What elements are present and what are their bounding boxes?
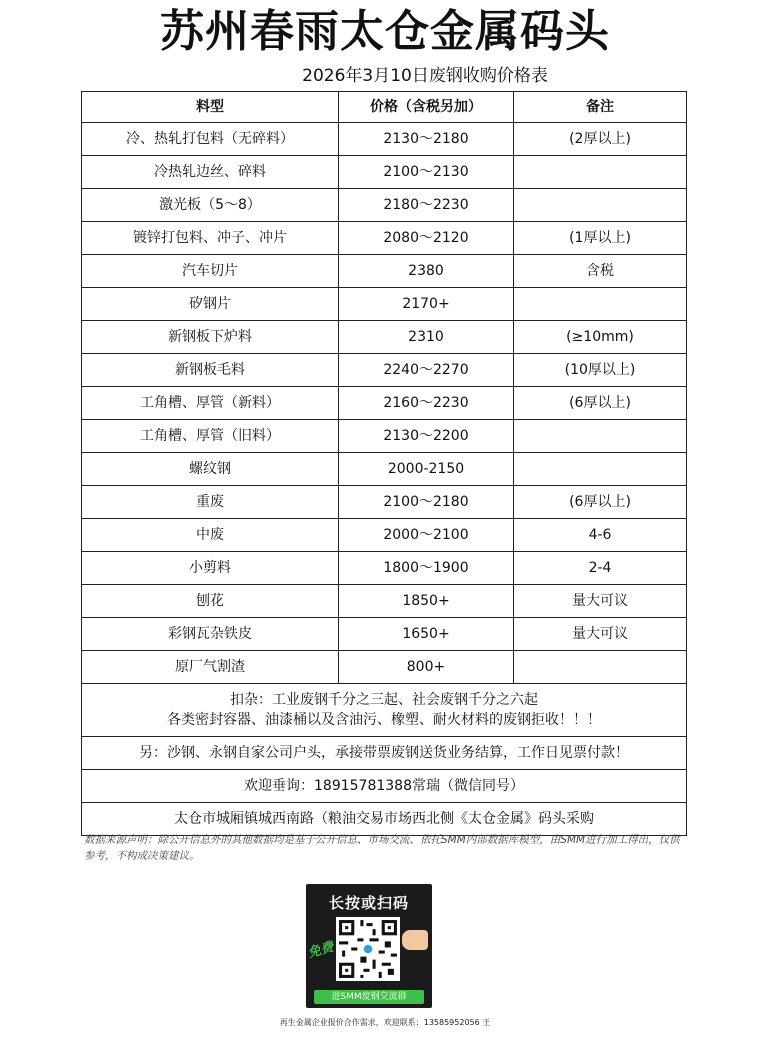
cell-price: 1850+ <box>339 585 514 618</box>
table-row <box>82 618 687 651</box>
table-row <box>82 552 687 585</box>
address-row <box>82 803 687 836</box>
qr-code-card[interactable] <box>306 884 432 1008</box>
cell-note: 量大可议 <box>514 618 687 651</box>
cell-note <box>514 420 687 453</box>
pointing-hand-icon <box>402 930 428 950</box>
contact-info: 欢迎垂询：18915781388常瑞（微信同号） <box>82 770 687 803</box>
cell-type: 小剪料 <box>82 552 339 585</box>
table-row <box>82 156 687 189</box>
cell-note: (6厚以上) <box>514 387 687 420</box>
qr-bottom-text: 进SMM废钢交流群 <box>314 990 424 1004</box>
cell-note <box>514 288 687 321</box>
cell-note <box>514 453 687 486</box>
cell-type: 冷、热轧打包料（无碎料） <box>82 123 339 156</box>
table-row <box>82 255 687 288</box>
cell-note: (6厚以上) <box>514 486 687 519</box>
cell-price: 800+ <box>339 651 514 684</box>
table-row <box>82 420 687 453</box>
qr-side-text: 免费 <box>306 939 336 962</box>
cell-type: 螺纹钢 <box>82 453 339 486</box>
cell-note: 4-6 <box>514 519 687 552</box>
cell-price: 2160～2230 <box>339 387 514 420</box>
cell-type: 刨花 <box>82 585 339 618</box>
table-header-row <box>82 92 687 123</box>
header-price: 价格（含税另加） <box>339 92 514 123</box>
table-row <box>82 189 687 222</box>
qr-top-text: 长按或扫码 <box>328 894 409 912</box>
deduction-line1: 扣杂：工业废钢千分之三起、社会废钢千分之六起 <box>230 692 538 708</box>
cell-type: 重废 <box>82 486 339 519</box>
cell-note: (1厚以上) <box>514 222 687 255</box>
cell-note: 2-4 <box>514 552 687 585</box>
deduction-line2: 各类密封容器、油漆桶以及含油污、橡塑、耐火材料的废钢拒收！！！ <box>167 712 601 728</box>
page-subtitle: 2026年3月10日废钢收购价格表 <box>302 66 548 86</box>
cell-price: 2100～2180 <box>339 486 514 519</box>
cell-note: 含税 <box>514 255 687 288</box>
cell-price: 2130～2180 <box>339 123 514 156</box>
cell-price: 2180～2230 <box>339 189 514 222</box>
cell-note <box>514 189 687 222</box>
header-type: 料型 <box>82 92 339 123</box>
other-row <box>82 737 687 770</box>
cell-price: 2170+ <box>339 288 514 321</box>
cell-type: 中废 <box>82 519 339 552</box>
table-row <box>82 321 687 354</box>
cell-price: 2130～2200 <box>339 420 514 453</box>
cell-type: 矽钢片 <box>82 288 339 321</box>
cell-price: 2100～2130 <box>339 156 514 189</box>
table-row <box>82 651 687 684</box>
cell-type: 新钢板下炉料 <box>82 321 339 354</box>
cell-price: 2000～2100 <box>339 519 514 552</box>
footer-contact: 再生金属企业报价合作需求，欢迎联系：13585952056 王 <box>279 1018 491 1027</box>
cell-type: 激光板（5～8） <box>82 189 339 222</box>
address-info: 太仓市城厢镇城西南路（粮油交易市场西北侧《太仓金属》码头采购 <box>82 803 687 836</box>
cell-type: 彩钢瓦杂铁皮 <box>82 618 339 651</box>
cell-type: 原厂气割渣 <box>82 651 339 684</box>
cell-type: 工角槽、厚管（旧料） <box>82 420 339 453</box>
cell-price: 1800～1900 <box>339 552 514 585</box>
table-row <box>82 585 687 618</box>
table-row <box>82 354 687 387</box>
table-row <box>82 288 687 321</box>
cell-type: 冷热轧边丝、碎料 <box>82 156 339 189</box>
cell-price: 1650+ <box>339 618 514 651</box>
cell-note: (2厚以上) <box>514 123 687 156</box>
table-row <box>82 222 687 255</box>
cell-note <box>514 156 687 189</box>
table-row <box>82 486 687 519</box>
contact-row <box>82 770 687 803</box>
table-row <box>82 123 687 156</box>
page-title: 苏州春雨太仓金属码头 <box>160 6 610 57</box>
cell-note: (≥10mm) <box>514 321 687 354</box>
cell-price: 2380 <box>339 255 514 288</box>
table-row <box>82 387 687 420</box>
disclaimer: 数据来源声明：除公开信息外的其他数据均是基于公开信息、市场交流、依托SMM内部数据库模型，由SMM进行加工得出，仅供参考，不构成决策建议。 <box>84 834 680 862</box>
price-table <box>81 91 687 836</box>
other-note: 另：沙钢、永钢自家公司户头，承接带票废钢送货业务结算，工作日见票付款！ <box>82 737 687 770</box>
cell-price: 2080～2120 <box>339 222 514 255</box>
cell-price: 2000-2150 <box>339 453 514 486</box>
deduction-row <box>82 684 687 737</box>
cell-type: 汽车切片 <box>82 255 339 288</box>
cell-type: 镀锌打包料、冲子、冲片 <box>82 222 339 255</box>
table-row <box>82 519 687 552</box>
cell-note <box>514 651 687 684</box>
qr-code-icon <box>336 917 400 981</box>
cell-type: 工角槽、厚管（新料） <box>82 387 339 420</box>
cell-type: 新钢板毛料 <box>82 354 339 387</box>
cell-price: 2240～2270 <box>339 354 514 387</box>
cell-price: 2310 <box>339 321 514 354</box>
cell-note: (10厚以上) <box>514 354 687 387</box>
table-row <box>82 453 687 486</box>
header-note: 备注 <box>514 92 687 123</box>
cell-note: 量大可议 <box>514 585 687 618</box>
